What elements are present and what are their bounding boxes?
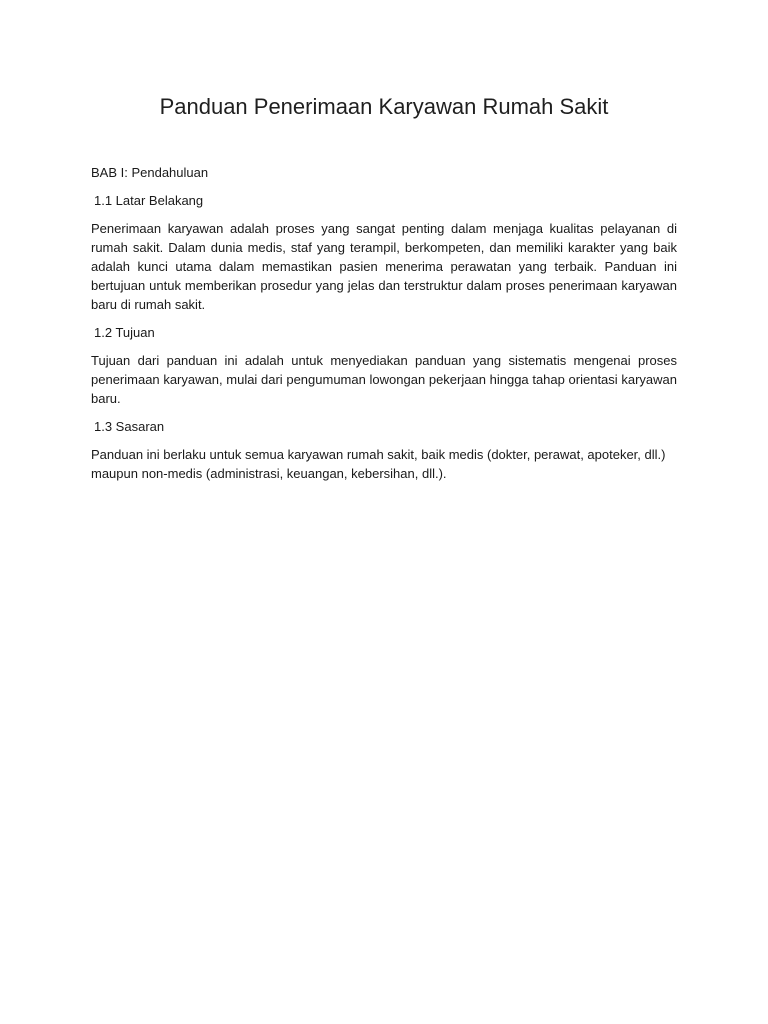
document-body — [91, 163, 677, 492]
chapter-heading: BAB I: Pendahuluan — [91, 165, 209, 180]
section-heading-latar-belakang: 1.1 Latar Belakang — [94, 193, 204, 208]
section-heading-tujuan: 1.2 Tujuan — [94, 325, 155, 340]
section-heading-sasaran: 1.3 Sasaran — [94, 419, 165, 434]
section-body-sasaran: Panduan ini berlaku untuk semua karyawan rumah sakit, baik medis (dokter, perawat, apoteker, dll.) maupun non-medis (administrasi, keuangan, kebersihan, dll.). — [91, 447, 666, 481]
document-title: Panduan Penerimaan Karyawan Rumah Sakit — [159, 94, 609, 119]
section-body-tujuan: Tujuan dari panduan ini adalah untuk menyediakan panduan yang sistematis mengenai proses penerimaan karyawan, mulai dari pengumuman lowongan pekerjaan hingga tahap orientasi karyawan baru. — [91, 353, 677, 406]
section-body-latar-belakang: Penerimaan karyawan adalah proses yang sangat penting dalam menjaga kualitas pelayanan di rumah sakit. Dalam dunia medis, staf yang terampil, berkompeten, dan memiliki karakter yang baik adalah kunci utama dalam memastikan pasien menerima perawatan yang terbaik. Panduan ini bertujuan untuk memberikan prosedur yang jelas dan terstruktur dalam proses penerimaan karyawan baru di rumah sakit. — [91, 221, 677, 312]
